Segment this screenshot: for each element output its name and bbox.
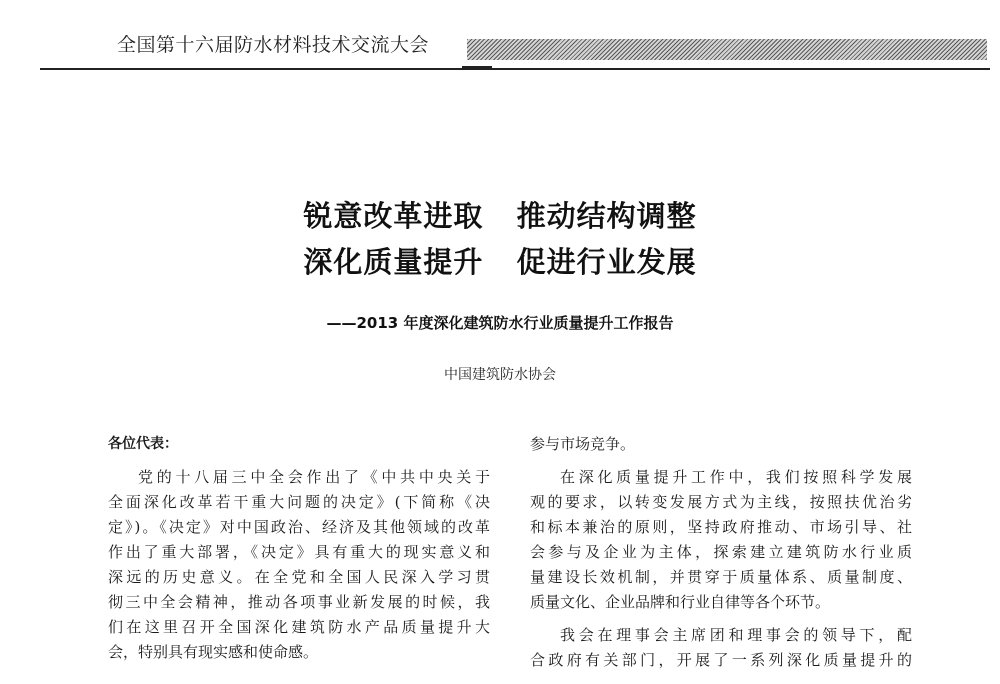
paragraph-line: 合政府有关部门，开展了一系列深化质量提升的: [530, 651, 912, 669]
paragraph-line: 量建设长效机制，并贯穿于质量体系、质量制度、: [530, 568, 912, 586]
body-column-right: [530, 432, 912, 673]
paragraph-line: 深远的历史意义。在全党和全国人民深入学习贯: [108, 568, 490, 586]
paragraph-line: 在深化质量提升工作中，我们按照科学发展: [560, 468, 912, 486]
paragraph-gap: [108, 457, 490, 465]
paragraph-line: 观的要求，以转变发展方式为主线，按照扶优治劣: [530, 493, 912, 511]
article-title-line-1: 锐意改革进取 推动结构调整: [303, 199, 697, 233]
paragraph-gap: [530, 615, 912, 623]
paragraph-gap: [530, 457, 912, 465]
article-subtitle: ——2013 年度深化建筑防水行业质量提升工作报告: [326, 314, 674, 332]
salutation: 各位代表：: [108, 436, 178, 452]
paragraph-line: 我会在理事会主席团和理事会的领导下，配: [560, 626, 912, 644]
paragraph-line: 作出了重大部署，《决定》具有重大的现实意义和: [108, 543, 490, 561]
article-author: 中国建筑防水协会: [444, 367, 556, 383]
paragraph-line: 和标本兼治的原则，坚持政府推动、市场引导、社: [530, 518, 912, 536]
header-hatched-band: [467, 39, 987, 60]
header-rule: [40, 68, 990, 70]
paragraph-line: 会，特别具有现实感和使命感。: [108, 643, 319, 661]
article-title-line-2: 深化质量提升 促进行业发展: [303, 245, 697, 279]
paragraph-line: 们在这里召开全国深化建筑防水产品质量提升大: [108, 618, 490, 636]
paragraph-line: 参与市场竞争。: [530, 435, 636, 453]
paragraph-line: 党的十八届三中全会作出了《中共中央关于: [138, 468, 490, 486]
body-column-left: [108, 432, 490, 665]
paragraph-line: 彻三中全会精神，推动各项事业新发展的时候，我: [108, 593, 490, 611]
paragraph-line: 质量文化、企业品牌和行业自律等各个环节。: [530, 593, 831, 611]
paragraph-line: 会参与及企业为主体，探索建立建筑防水行业质: [530, 543, 912, 561]
paragraph-line: 全面深化改革若干重大问题的决定》(下简称《决: [108, 493, 490, 511]
paragraph-line: 定》)。《决定》对中国政治、经济及其他领域的改革: [108, 518, 490, 536]
header-rule-accent: [462, 66, 492, 69]
conference-header-title: 全国第十六届防水材料技术交流大会: [117, 34, 430, 56]
